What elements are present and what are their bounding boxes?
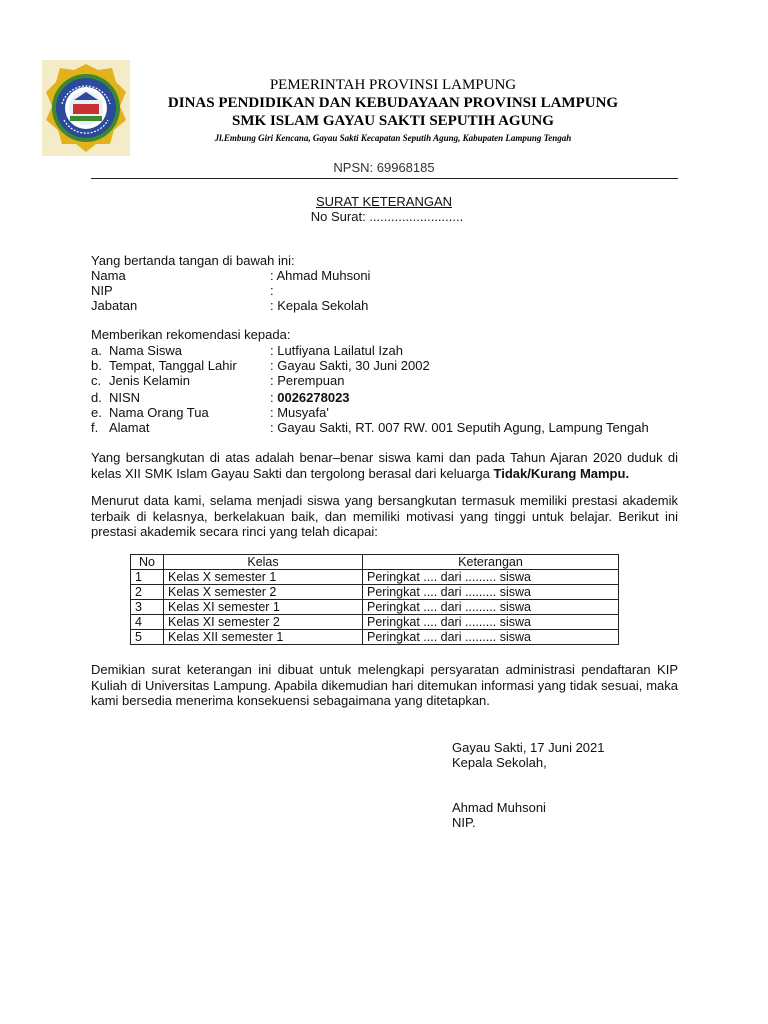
- field-label: Tempat, Tanggal Lahir: [109, 358, 237, 373]
- field-value: : Gayau Sakti, RT. 007 RW. 001 Seputih Agung, Lampung Tengah: [270, 420, 649, 435]
- field-value: : Gayau Sakti, 30 Juni 2002: [270, 358, 430, 373]
- field-label: Nama Orang Tua: [109, 405, 209, 420]
- field-value: : Musyafa': [270, 405, 329, 420]
- school-logo-icon: [42, 60, 130, 156]
- field-label: NIP: [91, 283, 113, 298]
- achievement-table: [130, 554, 619, 645]
- signature-name: Ahmad Muhsoni: [452, 800, 546, 815]
- table-row: 4 Kelas XI semester 2 Peringkat .... dari ......... siswa: [131, 615, 619, 630]
- field-value: : Lutfiyana Lailatul Izah: [270, 343, 403, 358]
- table-row: 1 Kelas X semester 1 Peringkat .... dari ......... siswa: [131, 570, 619, 585]
- column-header: No: [131, 555, 164, 570]
- field-value: : Ahmad Muhsoni: [270, 268, 371, 283]
- npsn: NPSN: 69968185: [333, 160, 435, 175]
- header-divider: [91, 178, 678, 179]
- table-row: 3 Kelas XI semester 1 Peringkat .... dari ......... siswa: [131, 600, 619, 615]
- field-label: NISN: [109, 390, 141, 405]
- signature-place-date: Gayau Sakti, 17 Juni 2021: [452, 740, 605, 755]
- signer-intro: Yang bertanda tangan di bawah ini:: [91, 253, 295, 268]
- table-row: 5 Kelas XII semester 1 Peringkat .... dari ......... siswa: [131, 630, 619, 645]
- field-label: Jenis Kelamin: [109, 373, 190, 388]
- field-label: Nama: [91, 268, 126, 283]
- school-name: SMK ISLAM GAYAU SAKTI SEPUTIH AGUNG: [232, 113, 554, 129]
- letter-page: PEMERINTAH PROVINSI LAMPUNG DINAS PENDIDIKAN DAN KEBUDAYAAN PROVINSI LAMPUNG SMK ISLAM GAYAU SAKTI SEPUTIH AGUNG Jl.Embung Giri Kencana, Gayau Sakti Kecapatan Seputih Agung, Kabupaten Lampung Tengah NPSN: 69968185 SURAT KETERANGAN No Surat: .......................... Yang bertanda tangan di bawah ini: Nama : Ahmad Muhsoni NIP : Jabatan : Kepala Sekolah Memberikan rekomendasi kepada: a. Nama Siswa : Lutfiyana Lailatul Izah b. Tempat, Tanggal Lahir : Gayau Sakti, 30 Juni 2002 c. Jenis Kelamin : Perempuan d. NISN : 0026278023 e. Nama Orang Tua : Musyafa' f. Alamat : Gayau Sakti, RT. 007 RW. 001 Seputih Agung, Lampung Tengah Yang bersangkutan di atas adalah benar–benar siswa kami dan pada Tahun Ajaran 2020 duduk di kelas XII SMK Islam Gayau Sakti dan tergolong berasal dari keluarga Tidak/Kurang Mampu. Menurut data kami, selama menjadi siswa yang bersangkutan termasuk memiliki prestasi akademik terbaik di kelasnya, berkelakuan baik, dan memiliki motivasi yang tinggi untuk belajar. Berikut ini prestasi akademik secara rinci yang telah dicapai: No Kelas Keterangan 1 Kelas X semester 1 Peringkat .... dari ......... siswa 2 Kelas X semester 2 Peringkat .... dari ......... siswa 3 Kelas XI semester 1 Peringkat .... dari ......... siswa 4 Kelas XI semester 2 Peringkat .... dari ......... siswa 5 Kelas XII semester 1 Peringkat .... dari ......... siswa Demikian surat keterangan ini dibuat untuk melengkapi persyaratan administrasi pendaftaran KIP Kuliah di Universitas Lampung. Apabila dikemudian hari ditemukan informasi yang tidak sesuai, maka kami bersedia menerima konsekuensi sebagaimana yang ditetapkan. Gayau Sakti, 17 Juni 2021 Kepala Sekolah, Ahmad Muhsoni NIP.: [0, 0, 768, 1024]
- field-label: Nama Siswa: [109, 343, 182, 358]
- field-value: : Perempuan: [270, 373, 345, 388]
- signature-nip: NIP.: [452, 815, 476, 830]
- letter-title: SURAT KETERANGAN: [315, 194, 453, 209]
- status-emphasis: Tidak/Kurang Mampu.: [493, 465, 630, 481]
- school-address: Jl.Embung Giri Kencana, Gayau Sakti Kecapatan Seputih Agung, Kabupaten Lampung Tengah: [214, 133, 572, 143]
- letterhead: [140, 76, 646, 145]
- government-line: PEMERINTAH PROVINSI LAMPUNG: [269, 77, 517, 93]
- field-label: Jabatan: [91, 298, 138, 313]
- paragraph-closing: Demikian surat keterangan ini dibuat untuk melengkapi persyaratan administrasi pendaftaran KIP Kuliah di Universitas Lampung. Apabila dikemudian hari ditemukan informasi yang tidak sesuai, maka kami bersedia menerima konsekuensi sebagaimana yang ditetapkan.: [91, 662, 678, 708]
- paragraph-status: Yang bersangkutan di atas adalah benar–benar siswa kami dan pada Tahun Ajaran 2020 duduk di kelas XII SMK Islam Gayau Sakti dan tergolong berasal dari keluarga Tidak/Kurang Mampu.: [91, 450, 678, 481]
- nisn-value: 0026278023: [277, 390, 350, 405]
- field-label: Alamat: [109, 420, 150, 435]
- department-line: DINAS PENDIDIKAN DAN KEBUDAYAAN PROVINSI LAMPUNG: [167, 95, 619, 111]
- field-value: :: [270, 283, 274, 298]
- table-header-row: [131, 555, 619, 570]
- column-header: Kelas: [164, 555, 363, 570]
- column-header: Keterangan: [363, 555, 619, 570]
- letter-number: No Surat: ..........................: [310, 209, 464, 224]
- field-value: : Kepala Sekolah: [270, 298, 369, 313]
- paragraph-achievement: Menurut data kami, selama menjadi siswa yang bersangkutan termasuk memiliki prestasi akademik terbaik di kelasnya, berkelakuan baik, dan memiliki motivasi yang tinggi untuk belajar. Berikut ini prestasi akademik secara rinci yang telah dicapai:: [91, 493, 678, 539]
- signature-role: Kepala Sekolah,: [452, 755, 547, 770]
- table-row: 2 Kelas X semester 2 Peringkat .... dari ......... siswa: [131, 585, 619, 600]
- recommend-intro: Memberikan rekomendasi kepada:: [91, 327, 291, 342]
